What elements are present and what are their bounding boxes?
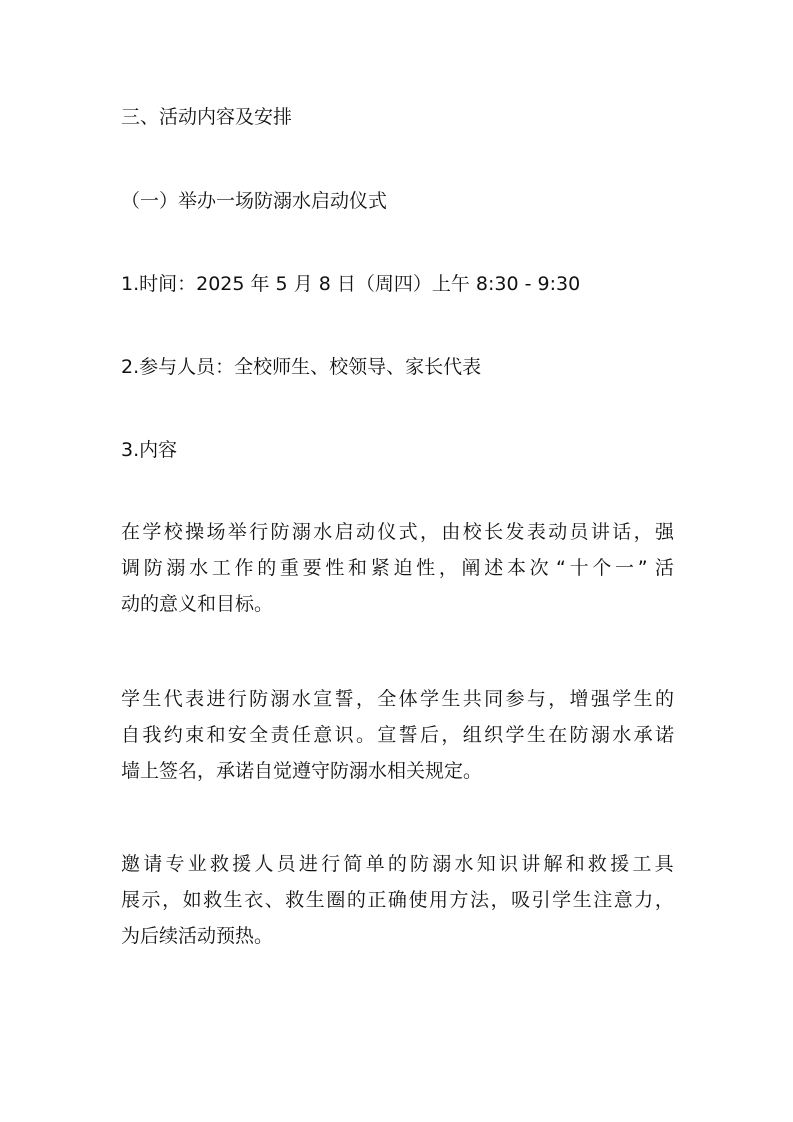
- paragraph-line: 墙上签名，承诺自觉遵守防溺水相关规定。: [121, 760, 483, 782]
- subsection-heading: （一）举办一场防溺水启动仪式: [121, 190, 388, 212]
- paragraph-line: 调 防 溺 水 工 作 的 重 要 性 和 紧 迫 性 ， 阐 述 本 次 “ 十 个 一 ” 活: [121, 557, 674, 579]
- paragraph-line: 在 学 校 操 场 举 行 防 溺 水 启 动 仪 式 ， 由 校 长 发 表 动 员 讲 话 ， 强: [121, 521, 674, 543]
- participants-item: 2.参与人员：全校师生、校领导、家长代表: [121, 356, 482, 378]
- time-item: 1.时间：2025 年 5 月 8 日（周四）上午 8:30 - 9:30: [121, 273, 581, 295]
- paragraph-opening-ceremony: [121, 514, 676, 622]
- paragraph-student-oath: [121, 681, 676, 789]
- paragraph-line: 学 生 代 表 进 行 防 溺 水 宣 誓 ， 全 体 学 生 共 同 参 与 ， 增 强 学 生 的: [121, 688, 674, 710]
- paragraph-rescue-demo: [121, 846, 676, 954]
- content-label: 3.内容: [121, 439, 178, 461]
- paragraph-line: 为后续活动预热。: [121, 925, 274, 947]
- section-heading: 三、活动内容及安排: [121, 106, 293, 128]
- paragraph-line: 动的意义和目标。: [121, 593, 274, 615]
- paragraph-line: 展 示 ， 如 救 生 衣 、 救 生 圈 的 正 确 使 用 方 法 ， 吸 引 学 生 注 意 力 ，: [121, 889, 674, 911]
- paragraph-line: 自 我 约 束 和 安 全 责 任 意 识 。 宣 誓 后 ， 组 织 学 生 在 防 溺 水 承 诺: [121, 724, 674, 746]
- paragraph-line: 邀 请 专 业 救 援 人 员 进 行 简 单 的 防 溺 水 知 识 讲 解 和 救 援 工 具: [121, 853, 674, 875]
